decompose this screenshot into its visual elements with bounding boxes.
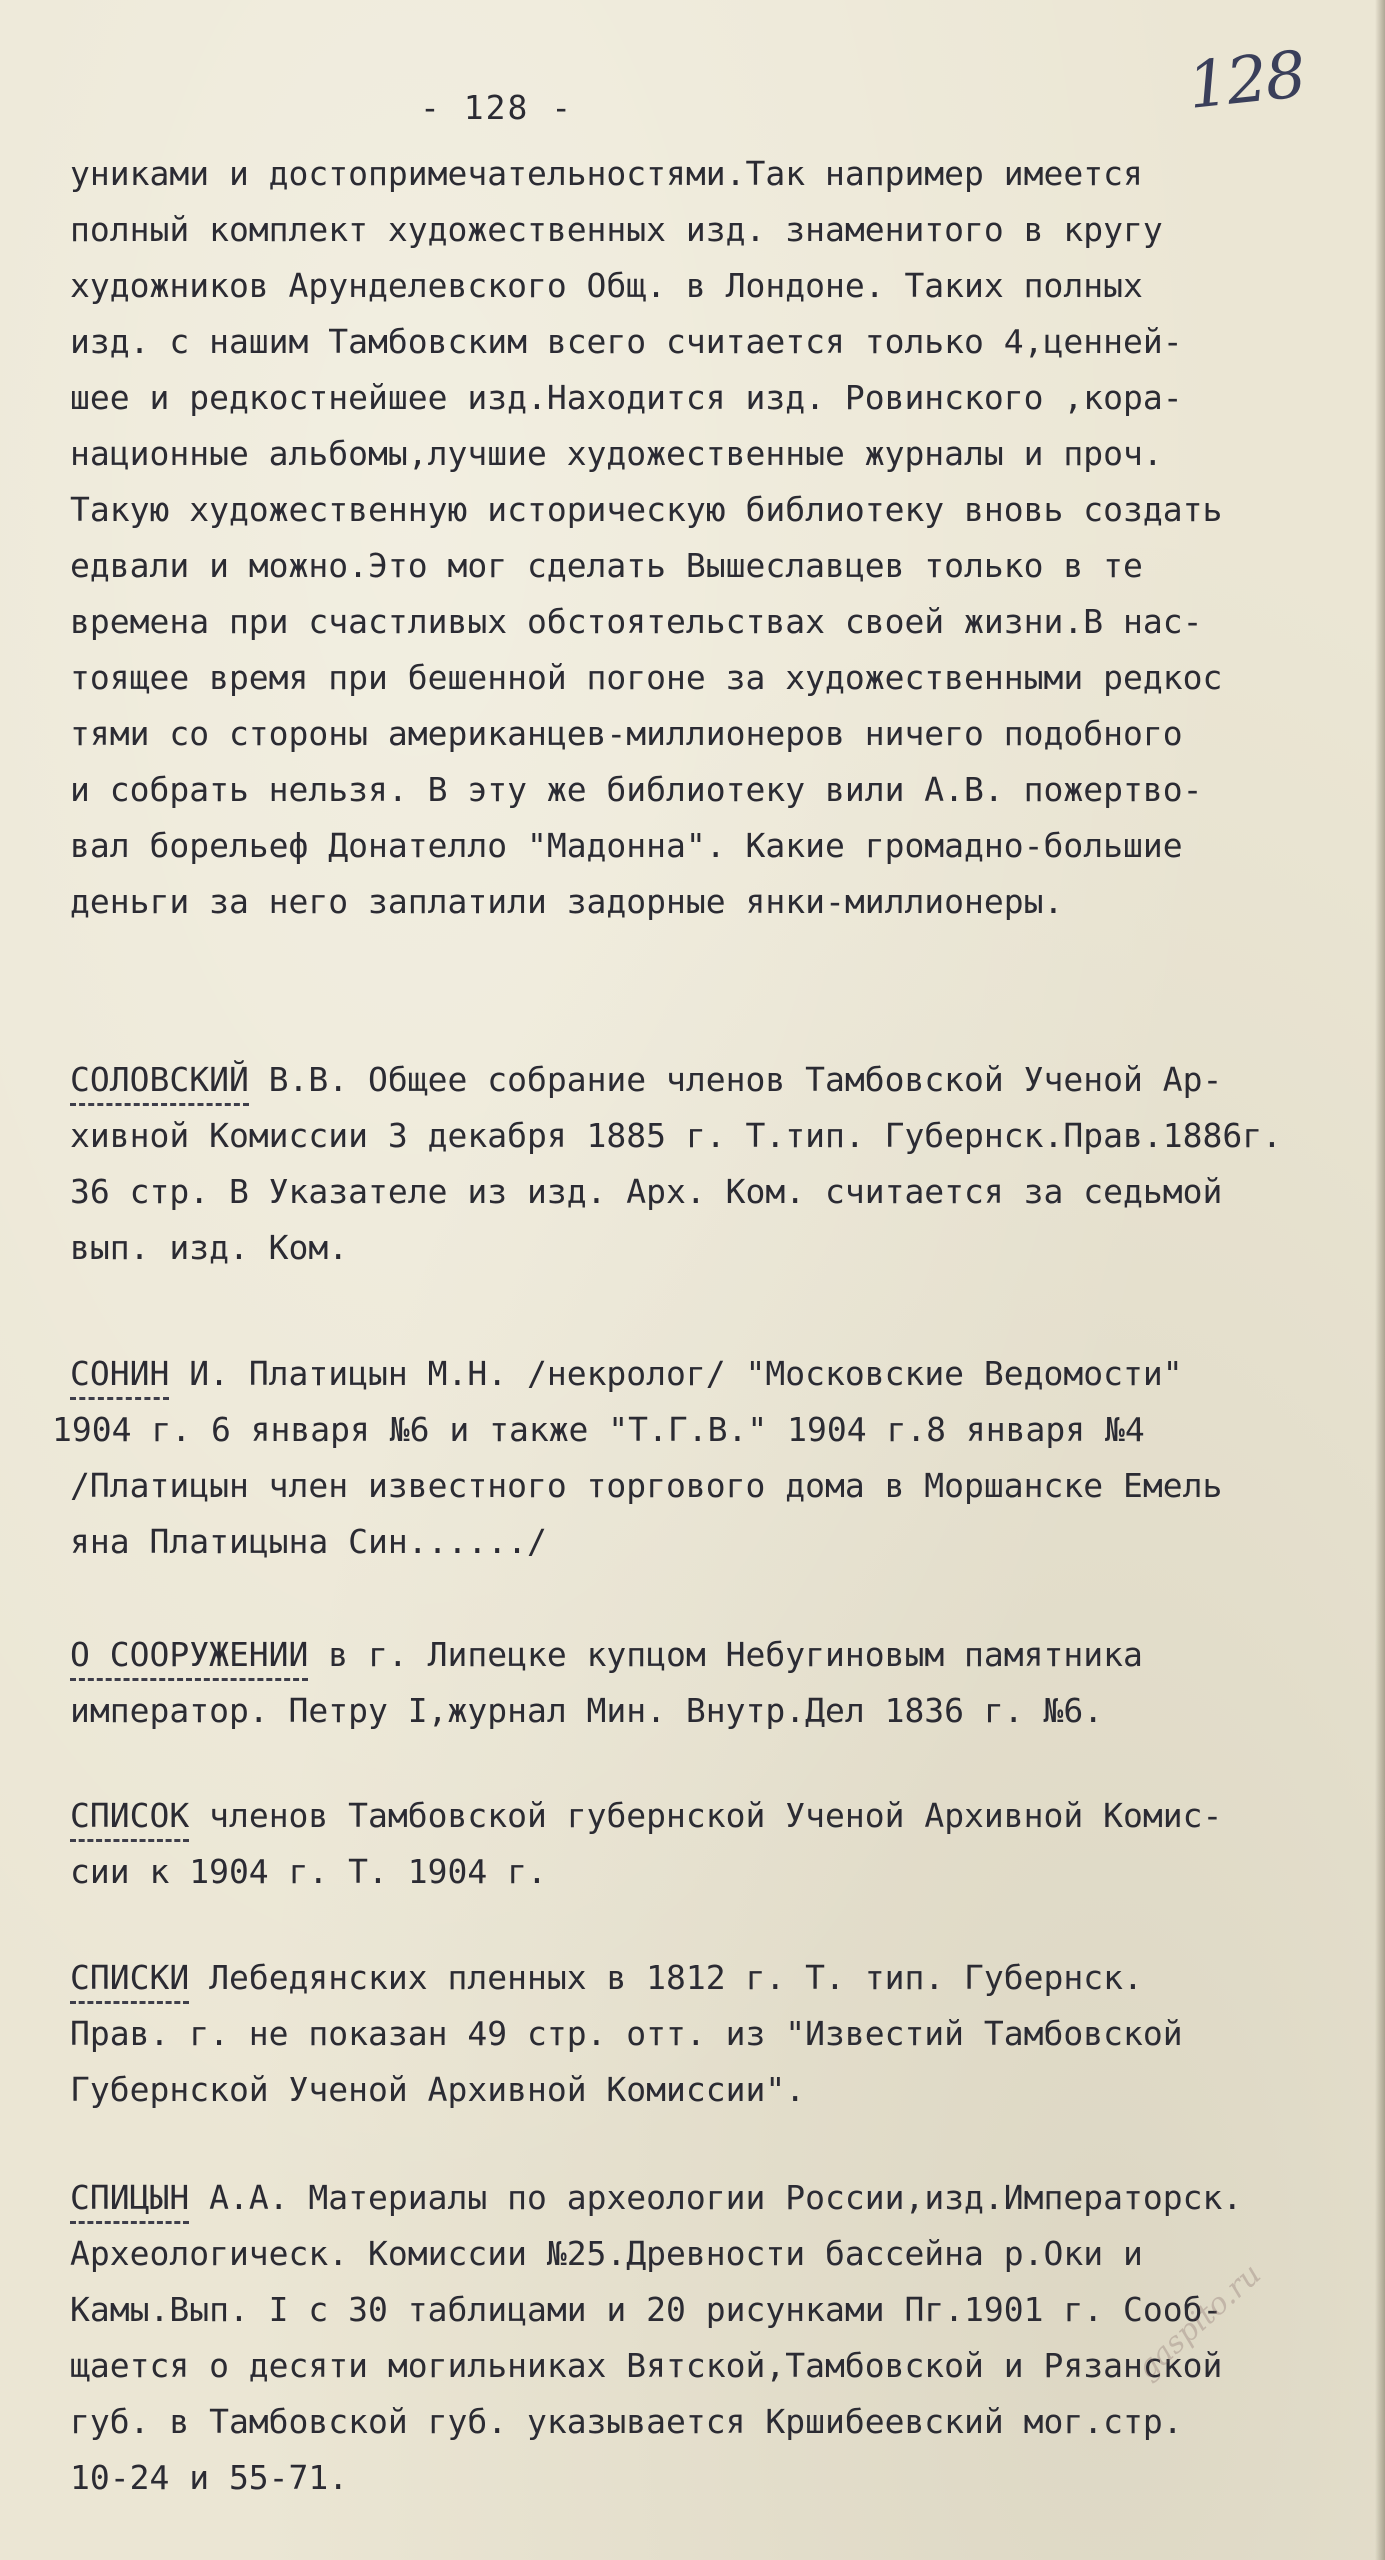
entry-text: вып. изд. Ком. <box>70 1228 349 1267</box>
entry-text: В.В. Общее собрание членов Тамбовской Ученой Ар- <box>248 1060 1223 1099</box>
text-line: полный комплект художественных изд. знаменитого в кругу <box>70 210 1163 249</box>
entry-text: А.А. Материалы по археологии России,изд.Императорск. <box>189 2178 1243 2217</box>
typed-page-number: - 128 - <box>420 88 574 127</box>
text-line: униками и достопримечательностями.Так например имеется <box>70 154 1143 193</box>
entry-text: /Платицын член известного торгового дома в Моршанске Емель <box>70 1466 1223 1505</box>
entry-heading: СПИСКИ <box>70 1958 189 2004</box>
entry-heading: СОНИН <box>70 1354 169 1400</box>
bibliography-entry <box>52 1346 1360 1570</box>
text-line: времена при счастливых обстоятельствах своей жизни.В нас- <box>70 602 1203 641</box>
entry-text: 36 стр. В Указателе из изд. Арх. Ком. считается за седьмой <box>70 1172 1223 1211</box>
entry-text: яна Платицына Син....../ <box>70 1522 547 1561</box>
text-line: тями со стороны американцев-миллионеров ничего подобного <box>70 714 1183 753</box>
site-watermark: gaspito.ru <box>1130 2256 1268 2387</box>
text-line: Такую художественную историческую библиотеку вновь создать <box>70 490 1223 529</box>
entry-heading: СПИСОК <box>70 1796 189 1842</box>
entry-text: сии к 1904 г. Т. 1904 г. <box>70 1852 547 1891</box>
entry-text: хивной Комиссии 3 декабря 1885 г. Т.тип. Губернск.Прав.1886г. <box>70 1116 1282 1155</box>
entry-heading: СПИЦЫН <box>70 2178 189 2224</box>
entry-text: Камы.Вып. I с 30 таблицами и 20 рисунками Пг.1901 г. Сооб- <box>70 2290 1223 2329</box>
entry-text: Губернской Ученой Архивной Комиссии". <box>70 2070 806 2109</box>
entry-text: щается о десяти могильниках Вятской,Тамбовской и Рязанской <box>70 2346 1223 2385</box>
text-line: тоящее время при бешенной погоне за художественными редкос <box>70 658 1223 697</box>
entry-heading: О СООРУЖЕНИИ <box>70 1635 308 1681</box>
text-line: деньги за него заплатили задорные янки-миллионеры. <box>70 882 1064 921</box>
bibliography-entry <box>70 1627 1360 1739</box>
text-line: и собрать нельзя. В эту же библиотеку вили А.В. пожертво- <box>70 770 1203 809</box>
entry-text: император. Петру I,журнал Мин. Внутр.Дел 1836 г. №6. <box>70 1691 1104 1730</box>
entry-text: Археологическ. Комиссии №25.Древности бассейна р.Оки и <box>70 2234 1143 2273</box>
text-line: изд. с нашим Тамбовским всего считается только 4,ценней- <box>70 322 1183 361</box>
text-line: шее и редкостнейшее изд.Находится изд. Ровинского ,кора- <box>70 378 1183 417</box>
entry-text: 1904 г. 6 января №6 и также "Т.Г.В." 1904 г.8 января №4 <box>52 1410 1145 1449</box>
intro-paragraph <box>70 146 1360 930</box>
text-line: национные альбомы,лучшие художественные журналы и проч. <box>70 434 1163 473</box>
paper-edge-shadow <box>1375 0 1385 2560</box>
entry-text: И. Платицын М.Н. /некролог/ "Московские Ведомости" <box>169 1354 1183 1393</box>
bibliography-entry <box>70 1052 1360 1276</box>
entry-text: Прав. г. не показан 49 стр. отт. из "Известий Тамбовской <box>70 2014 1183 2053</box>
entry-text: 10-24 и 55-71. <box>70 2458 349 2497</box>
entry-text: членов Тамбовской губернской Ученой Архивной Комис- <box>189 1796 1223 1835</box>
text-line: вал борельеф Донателло "Мадонна". Какие громадно-большие <box>70 826 1183 865</box>
entry-text: в г. Липецке купцом Небугиновым памятника <box>308 1635 1143 1674</box>
text-line: художников Арунделевского Общ. в Лондоне. Таких полных <box>70 266 1143 305</box>
bibliography-entry <box>70 1950 1360 2118</box>
entry-text: губ. в Тамбовской губ. указывается Кршибеевский мог.стр. <box>70 2402 1183 2441</box>
entry-text: Лебедянских пленных в 1812 г. Т. тип. Губернск. <box>189 1958 1143 1997</box>
bibliography-entry <box>70 1788 1360 1900</box>
entry-heading: СОЛОВСКИЙ <box>70 1060 249 1106</box>
handwritten-page-number: 128 <box>1184 38 1308 124</box>
text-line: едвали и можно.Это мог сделать Вышеславцев только в те <box>70 546 1143 585</box>
